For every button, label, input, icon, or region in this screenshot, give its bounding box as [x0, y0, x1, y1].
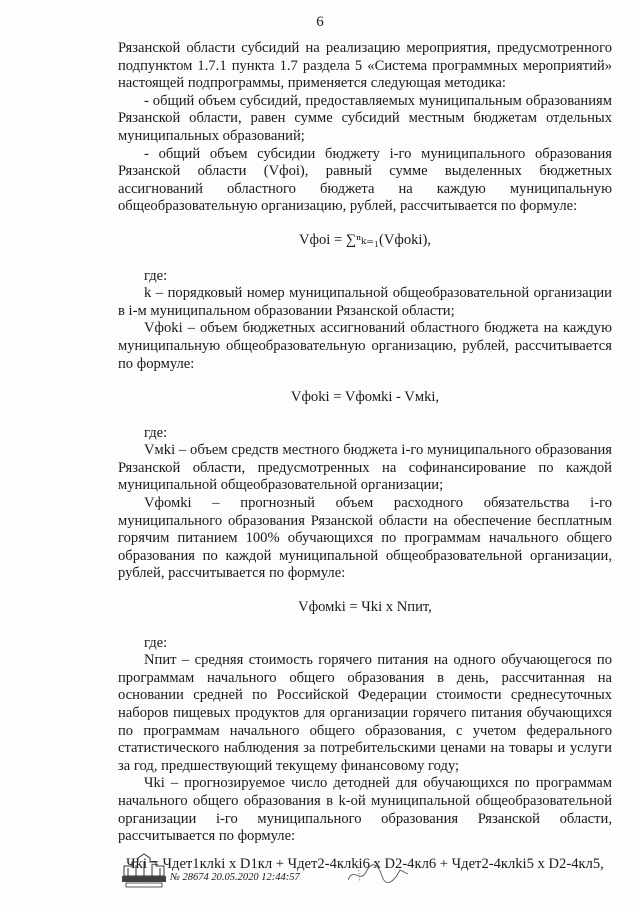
paragraph-npit-definition: Nпит – средняя стоимость горячего питания на одного обучающегося по программам начального общего образования в день, рассчитанная на основании средней по Российской Федерации стоимости среднесуточных наборов пищевых продуктов для организации горячего питания обучающихся по программам начального общего образования, с учетом федерального статистического наблюдения за потребительскими ценами на товары и услуги за год, предшествующий текущему финансовому году;: [118, 652, 612, 774]
formula-vfoki: Vфоki = Vфомki - Vмki,: [290, 389, 440, 406]
paragraph-total-subsidies: - общий объем субсидий, предоставляемых муниципальным образованиям Рязанской области, равен сумме субсидий местным бюджетам отдельных муниципальных образований;: [118, 92, 612, 144]
where-label: где:: [144, 424, 168, 441]
paragraph-vfomki-definition: Vфомki – прогнозный объем расходного обязательства i-го муниципального образования Рязанской области на обеспечение бесплатным горячим питанием 100% обучающихся по программам начального общего образования по каждой муниципальной общеобразовательной организации, рублей, рассчитывается по формуле:: [118, 495, 612, 582]
paragraph-chki-definition: Чki – прогнозируемое число детодней для обучающихся по программам начального общего образования в k-ой муниципальной общеобразовательной организации i-го муниципального образования Рязанской области, рассчитывается по формуле:: [118, 775, 612, 845]
page-number: 6: [316, 14, 324, 30]
paragraph-intro: Рязанской области субсидий на реализацию мероприятия, предусмотренного подпунктом 1.7.1 пункта 1.7 раздела 5 «Система программных мероприятий» настоящей подпрограммы, применяется следующая методика:: [118, 40, 612, 92]
paragraph-vfoki-definition: Vфоki – объем бюджетных ассигнований областного бюджета на каждую муниципальную общеобразовательную организацию, рублей, рассчитывается по формуле:: [118, 320, 612, 372]
government-stamp-icon: [118, 852, 170, 892]
document-body: [118, 40, 612, 885]
paragraph-subsidy-i: - общий объем субсидии бюджету i-го муниципального образования Рязанской области (Vфоi), равный сумме выделенных бюджетных ассигнований областного бюджета на каждую муниципальную общеобразовательную организацию, рублей, рассчитывается по формуле:: [118, 145, 612, 215]
signature-icon: [344, 860, 414, 886]
paragraph-k-definition: k – порядковый номер муниципальной общеобразовательной организации в i-м муниципальном образовании Рязанской области;: [118, 285, 612, 319]
paragraph-vmki-definition: Vмki – объем средств местного бюджета i-го муниципального образования Рязанской области, предусмотренных на софинансирование по каждой муниципальной общеобразовательной организации;: [118, 442, 612, 494]
document-footer: [118, 852, 612, 892]
where-label: где:: [144, 634, 168, 651]
formula-vfoi: Vфоi = ∑ⁿₖ₌₁(Vфоki),: [299, 231, 431, 248]
stamp-caption: ПРАВИТЕЛЬСТВО: [123, 878, 166, 883]
where-label: где:: [144, 267, 168, 284]
formula-vfomki: Vфомki = Чki x Nпит,: [298, 599, 432, 616]
registration-number: № 28674 20.05.2020 12:44:57: [170, 872, 300, 883]
formula-chki: Чki = Чдет1клki x D1кл + Чдет2-4клki6 x D2-4кл6 + Чдет2-4клki5 x D2-4кл5,: [126, 855, 604, 872]
